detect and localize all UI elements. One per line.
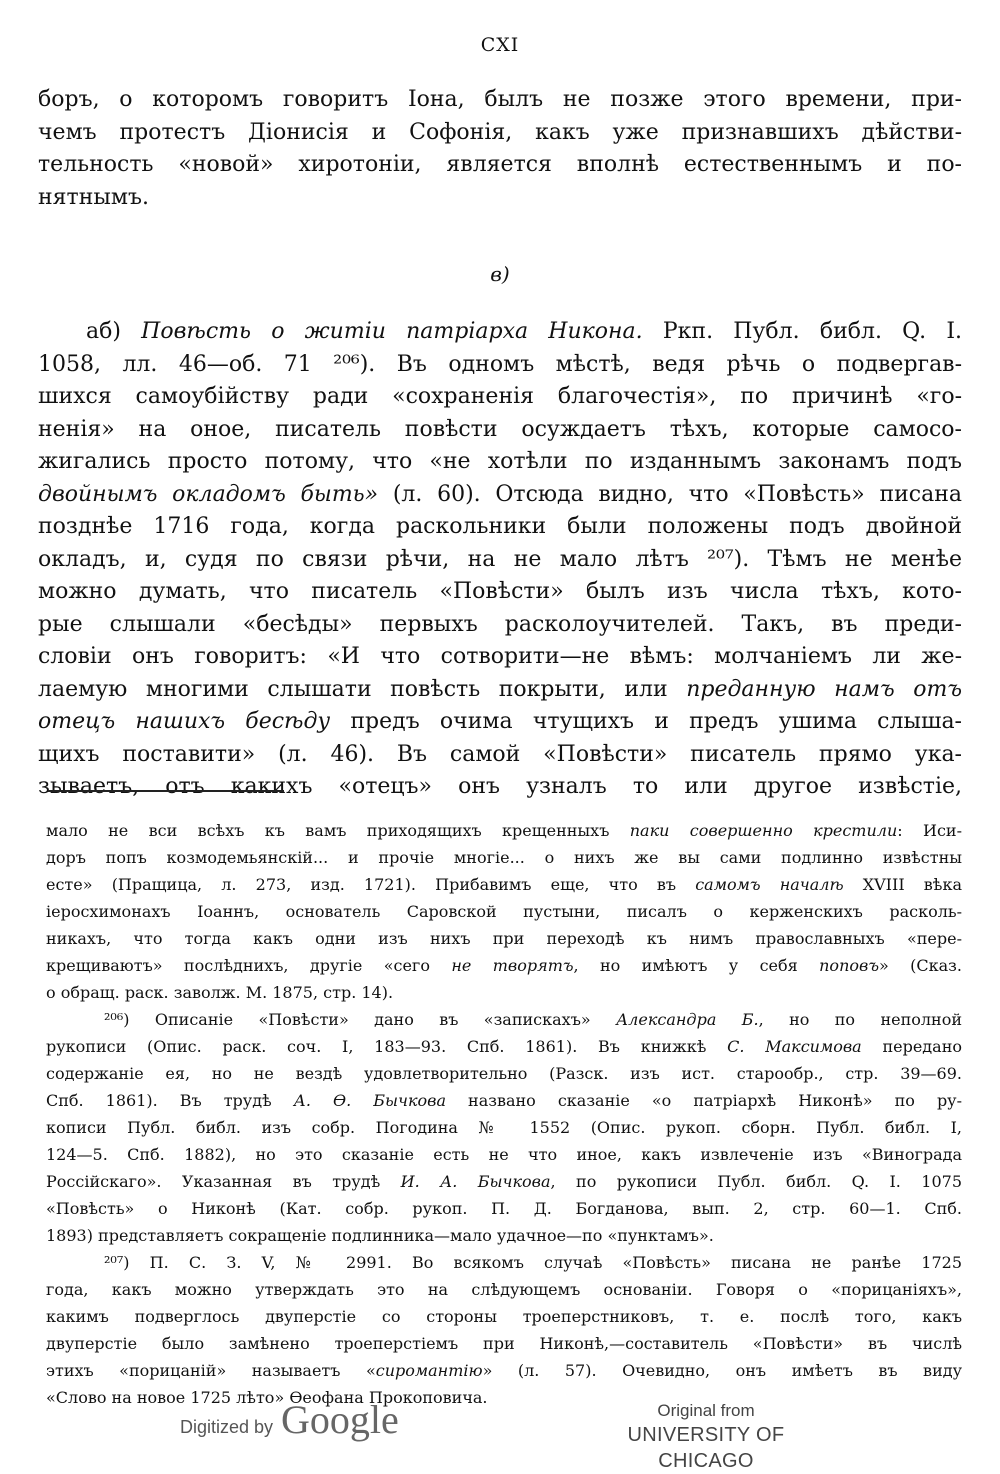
text-span: названо сказаніе «о патріархѣ Никонѣ» по ру-	[446, 1091, 963, 1110]
text-span: ²⁰⁶) Описаніе «Повѣсти» дано въ «запискахъ»	[104, 1010, 617, 1029]
paragraph-main	[38, 316, 962, 804]
text-line	[38, 706, 962, 739]
text-span: , по рукописи Публ. библ. Q. I. 1075	[550, 1172, 963, 1191]
original-from-watermark	[586, 1400, 826, 1474]
text-italic: А. Ѳ. Бычкова	[293, 1091, 446, 1110]
text-line: позднѣе 1716 года, когда раскольники были положены подъ двойной	[38, 514, 962, 539]
text-span: рукописи (Опис. раск. соч. I, 183—93. Спб. 1861). Въ книжкѣ	[46, 1037, 728, 1056]
text-line: можно думать, что писатель «Повѣсти» былъ изъ числа тѣхъ, кото-	[38, 579, 962, 604]
page-number: CXI	[480, 34, 520, 56]
footnote-line: никахъ, что тогда какъ одни изъ нихъ при переходѣ къ нимъ православныхъ «пере-	[46, 929, 962, 948]
text-italic: Александра Б.	[616, 1010, 759, 1029]
footnote-line: какимъ подверглось двуперстіе со стороны троеперстниковъ, т. е. послѣ того, какъ	[46, 1307, 962, 1326]
text-line: словіи онъ говоритъ: «И что сотворити—не вѣмъ: молчаніемъ ли же-	[38, 644, 962, 669]
text-line: тельность «новой» хиротоніи, является вполнѣ естественнымъ и по-	[38, 152, 962, 177]
text-span: мало не вси всѣхъ къ вамъ приходящихъ крещенныхъ	[46, 821, 630, 840]
text-italic: поповъ	[819, 956, 879, 975]
text-span: » (Сказ.	[878, 956, 962, 975]
text-line	[38, 316, 962, 349]
text-span: есте» (Пращица, л. 273, изд. 1721). Прибавимъ еще, что въ	[46, 875, 696, 894]
footnote-line	[46, 871, 962, 898]
text-line: окладъ, и, судя по связи рѣчи, на не мало лѣтъ ²⁰⁷). Тѣмъ не менѣе	[38, 546, 962, 572]
footnote-line: года, какъ можно утверждать это на слѣдующемъ основаніи. Говоря о «порицаніяхъ»,	[46, 1280, 962, 1299]
text-span: (л. 60). Отсюда видно, что «Повѣсть» писана	[378, 481, 962, 507]
text-line: щихъ поставити» (л. 46). Въ самой «Повѣсти» писатель прямо ука-	[38, 741, 962, 767]
digitized-by-watermark	[180, 1396, 399, 1443]
text-italic: И. А. Бычкова	[400, 1172, 551, 1191]
paragraph-continuation	[38, 84, 962, 214]
text-italic: С. Максимова	[727, 1037, 862, 1056]
text-span: этихъ «порицаній» называетъ «	[46, 1361, 376, 1380]
footnote-line: о обращ. раск. заволж. М. 1875, стр. 14).	[46, 983, 394, 1002]
text-line: зываетъ, отъ какихъ «отецъ» онъ узналъ то или другое извѣстіе,	[38, 774, 962, 799]
text-span: XVIII вѣка	[843, 875, 962, 894]
text-span: Ркп. Публ. библ. Q. I.	[642, 319, 963, 344]
footnote-line: 124—5. Спб. 1882), но это сказаніе есть не что иное, какъ извлеченіе изъ «Винограда	[46, 1145, 962, 1164]
text-span: : Иси-	[897, 821, 963, 840]
text-span: » (л. 57). Очевидно, онъ имѣетъ въ виду	[482, 1361, 962, 1380]
original-from-label: Original from	[657, 1401, 755, 1420]
footnote-line	[46, 1357, 962, 1384]
text-italic: паки совершенно крестили	[629, 821, 898, 840]
text-line: боръ, о которомъ говоритъ Іона, былъ не позже этого времени, при-	[38, 87, 962, 112]
text-line: нятнымъ.	[38, 184, 149, 210]
text-span: крещиваютъ» послѣднихъ, другіе «сего	[46, 956, 452, 975]
text-span: Россійскаго». Указанная въ трудѣ	[46, 1172, 401, 1191]
footnote-line	[46, 1168, 962, 1195]
section-heading: в)	[490, 262, 510, 286]
text-italic: не творятъ	[451, 956, 574, 975]
text-line: ненія» на оное, писатель повѣсти осуждаетъ тѣхъ, которые самосо-	[38, 416, 962, 442]
footnote-line: доръ попъ козмодемьянскій... и прочіе многіе... о нихъ же вы сами подлинно извѣстны	[46, 848, 962, 867]
text-line	[38, 674, 962, 707]
text-line: рые слышали «бесѣды» первыхъ расколоучителей. Такъ, въ преди-	[38, 611, 962, 637]
footnote-line: двуперстіе было замѣнено троеперстіемъ при Никонѣ,—составитель «Повѣсти» въ числѣ	[46, 1334, 962, 1353]
google-logo: Google	[281, 1397, 399, 1442]
footnote-line: кописи Публ. библ. изъ собр. Погодина № 1552 (Опис. рукоп. сборн. Публ. библ. I,	[46, 1118, 962, 1137]
footnote-line: содержаніе ея, но не вездѣ удовлетворительно (Разск. изъ ист. старообр., стр. 39—69.	[46, 1064, 962, 1083]
text-line: 1058, лл. 46—об. 71 ²⁰⁶). Въ одномъ мѣстѣ, ведя рѣчь о подвергав-	[38, 351, 962, 377]
footnote-line: іеросхимонахъ Іоаннъ, основатель Саровской пустыни, писалъ о керженскихъ расколь-	[46, 902, 962, 921]
text-line: чемъ протестъ Діонисія и Софонія, какъ уже признавшихъ дѣйстви-	[38, 119, 962, 145]
footnote-line: «Повѣсть» о Никонѣ (Кат. собр. рукоп. П. Д. Богданова, вып. 2, стр. 60—1. Спб.	[46, 1199, 962, 1218]
footnote-206	[46, 1006, 962, 1033]
work-title: Повѣсть о житіи патріарха Никона.	[141, 319, 643, 344]
text-span: , но имѣютъ у себя	[573, 956, 820, 975]
footnotes	[46, 817, 962, 1411]
footnote-line: «Слово на новое 1725 лѣто» Ѳеофана Прокоповича.	[46, 1388, 488, 1407]
university-label: UNIVERSITY OF CHICAGO	[627, 1424, 785, 1472]
footnote-line	[46, 1033, 962, 1060]
footnote-line: 1893) представляетъ сокращеніе подлинника—мало удачное—по «пунктамъ».	[46, 1226, 714, 1245]
footnote-line	[46, 1087, 962, 1114]
digitized-by-label: Digitized by	[180, 1417, 274, 1437]
text-span: Спб. 1861). Въ трудѣ	[46, 1091, 294, 1110]
text-italic: самомъ началѣ	[695, 875, 844, 894]
text-italic: сиромантію	[375, 1361, 483, 1380]
footnote-line	[46, 952, 962, 979]
footnote-line	[46, 817, 962, 844]
text-span: аб)	[86, 319, 142, 344]
text-line: шихся самоубійству ради «сохраненія благочестія», по причинѣ «го-	[38, 384, 962, 409]
text-span: , но по неполной	[758, 1010, 962, 1029]
footnote-divider	[48, 790, 284, 792]
text-line: жигались просто потому, что «не хотѣли по изданнымъ законамъ подъ	[38, 449, 962, 474]
text-span: лаемую многими слышати повѣсть покрыти, или	[38, 676, 687, 702]
quote-italic: преданную намъ отъ	[686, 676, 962, 702]
text-span: предъ очима чтущихъ и предъ ушима слыша-	[330, 709, 962, 734]
text-span: передано	[861, 1037, 962, 1056]
text-line	[38, 479, 962, 512]
footnote-207: ²⁰⁷) П. С. З. V, № 2991. Во всякомъ случаѣ «Повѣсть» писана не ранѣе 1725	[104, 1253, 962, 1272]
quote-italic: двойнымъ окладомъ быть»	[38, 481, 379, 507]
quote-italic: отецъ нашихъ бесѣду	[38, 709, 331, 734]
